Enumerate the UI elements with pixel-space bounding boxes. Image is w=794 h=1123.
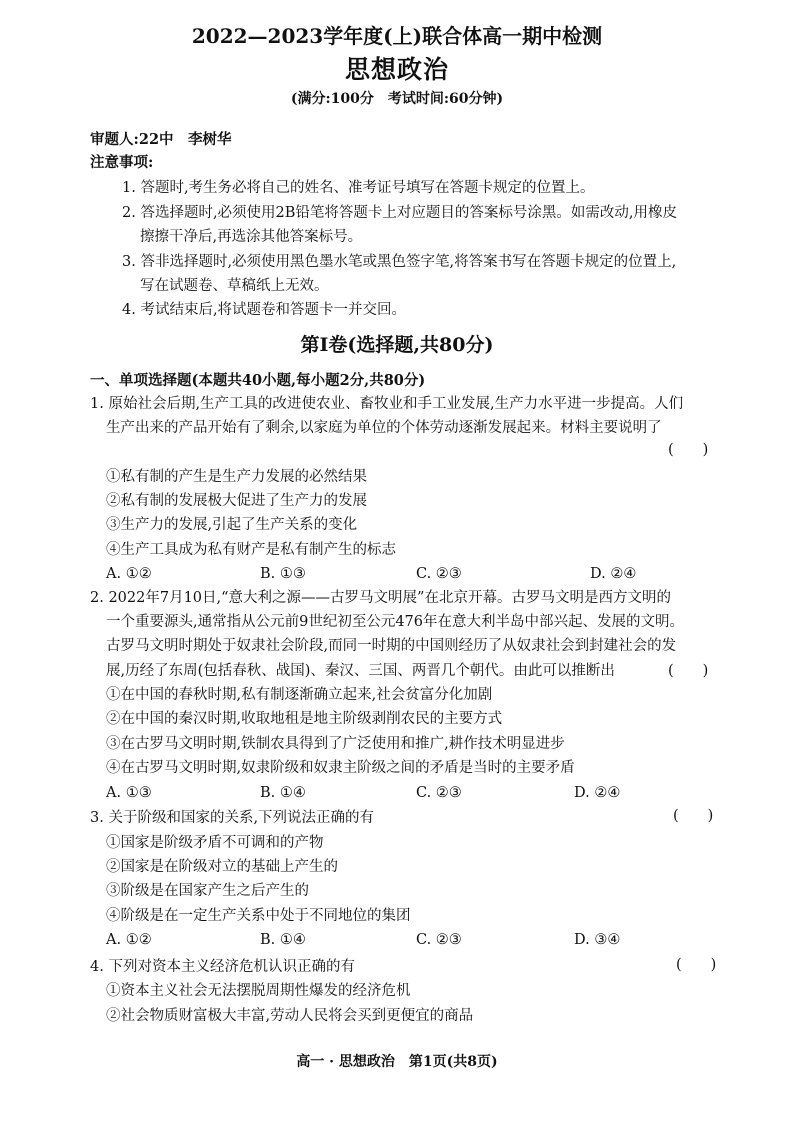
- part-title: 一、单项选择题(本题共40小题,每小题2分,共80分): [90, 372, 426, 389]
- reviewer-line: 审题人:22中 李树华: [90, 131, 232, 148]
- option-c: C. ②③: [416, 932, 462, 948]
- statement: ②社会物质财富极大丰富,劳动人民将会买到更便宜的商品: [106, 1008, 474, 1024]
- option-a: A. ①②: [106, 566, 152, 582]
- question-4-stem: 4. 下列对资本主义经济危机认识正确的有: [90, 959, 355, 975]
- statement: ①国家是阶级矛盾不可调和的产物: [106, 835, 324, 851]
- statement: ①资本主义社会无法摆脱周期性爆发的经济危机: [106, 983, 411, 999]
- statement: ①在中国的春秋时期,私有制逐渐确立起来,社会贫富分化加剧: [106, 687, 493, 703]
- statement: ②在中国的秦汉时期,收取地租是地主阶级剥削农民的主要方式: [106, 711, 503, 727]
- exam-year-title: 2022—2023学年度(上)联合体高一期中检测: [191, 24, 603, 48]
- statement: ③在古罗马文明时期,铁制农具得到了广泛使用和推广,耕作技术明显进步: [106, 736, 565, 752]
- note-item: 写在试题卷、草稿纸上无效。: [140, 278, 329, 294]
- option-a: A. ①②: [106, 932, 152, 948]
- statement: ②国家是在阶级对立的基础上产生的: [106, 859, 338, 875]
- option-a: A. ①③: [106, 785, 152, 801]
- question-2-stem: 展,历经了东周(包括春秋、战国)、秦汉、三国、两晋几个朝代。由此可以推断出: [106, 663, 615, 679]
- note-item: 1. 答题时,考生务必将自己的姓名、准考证号填写在答题卡规定的位置上。: [122, 180, 595, 196]
- option-b: B. ①④: [260, 785, 306, 801]
- question-2-stem: 2. 2022年7月10日,“意大利之源——古罗马文明展”在北京开幕。古罗马文明是西方文明的: [90, 590, 671, 606]
- option-c: C. ②③: [416, 566, 462, 582]
- statement: ③阶级是在国家产生之后产生的: [106, 883, 309, 899]
- option-d: D. ②④: [590, 566, 637, 582]
- statement: ②私有制的发展极大促进了生产力的发展: [106, 493, 367, 509]
- note-item: 2. 答选择题时,必须使用2B铅笔将答题卡上对应题目的答案标号涂黑。如需改动,用橡皮: [122, 205, 678, 221]
- option-b: B. ①④: [260, 932, 306, 948]
- answer-paren: ( ): [673, 808, 714, 824]
- note-item: 擦擦干净后,再选涂其他答案标号。: [140, 229, 363, 245]
- option-c: C. ②③: [416, 785, 462, 801]
- note-item: 4. 考试结束后,将试题卷和答题卡一并交回。: [122, 302, 407, 318]
- option-d: D. ②④: [574, 785, 621, 801]
- section-title: 第Ⅰ卷(选择题,共80分): [300, 334, 494, 356]
- statement: ④生产工具成为私有财产是私有制产生的标志: [106, 542, 396, 558]
- question-3-stem: 3. 关于阶级和国家的关系,下列说法正确的有: [90, 810, 375, 826]
- option-d: D. ③④: [574, 932, 621, 948]
- score-time-line: (满分:100分 考试时间:60分钟): [290, 91, 504, 107]
- statement: ④阶级是在一定生产关系中处于不同地位的集团: [106, 908, 411, 924]
- statement: ④在古罗马文明时期,奴隶阶级和奴隶主阶级之间的矛盾是当时的主要矛盾: [106, 760, 575, 776]
- answer-paren: ( ): [676, 957, 717, 973]
- statement: ③生产力的发展,引起了生产关系的变化: [106, 517, 358, 533]
- page-footer: 高一 · 思想政治 第1页(共8页): [296, 1054, 498, 1070]
- statement: ①私有制的产生是生产力发展的必然结果: [106, 469, 367, 485]
- question-2-stem: 古罗马文明时期处于奴隶社会阶段,而同一时期的中国则经历了从奴隶社会到封建社会的发: [106, 638, 677, 654]
- answer-paren: ( ): [668, 442, 709, 458]
- question-1-stem: 1. 原始社会后期,生产工具的改进使农业、畜牧业和手工业发展,生产力水平进一步提高。人们: [90, 396, 684, 412]
- question-2-stem: 一个重要源头,通常指从公元前9世纪初至公元476年在意大利半岛中部兴起、发展的文明。: [106, 614, 685, 630]
- note-item: 3. 答非选择题时,必须使用黑色墨水笔或黑色签字笔,将答案书写在答题卡规定的位置上,: [122, 254, 677, 270]
- notes-title: 注意事项:: [90, 154, 154, 171]
- answer-paren: ( ): [668, 663, 709, 679]
- option-b: B. ①③: [260, 566, 306, 582]
- question-1-stem: 生产出来的产品开始有了剩余,以家庭为单位的个体劳动逐渐发展起来。材料主要说明了: [106, 420, 662, 436]
- subject-title: 思想政治: [344, 55, 449, 84]
